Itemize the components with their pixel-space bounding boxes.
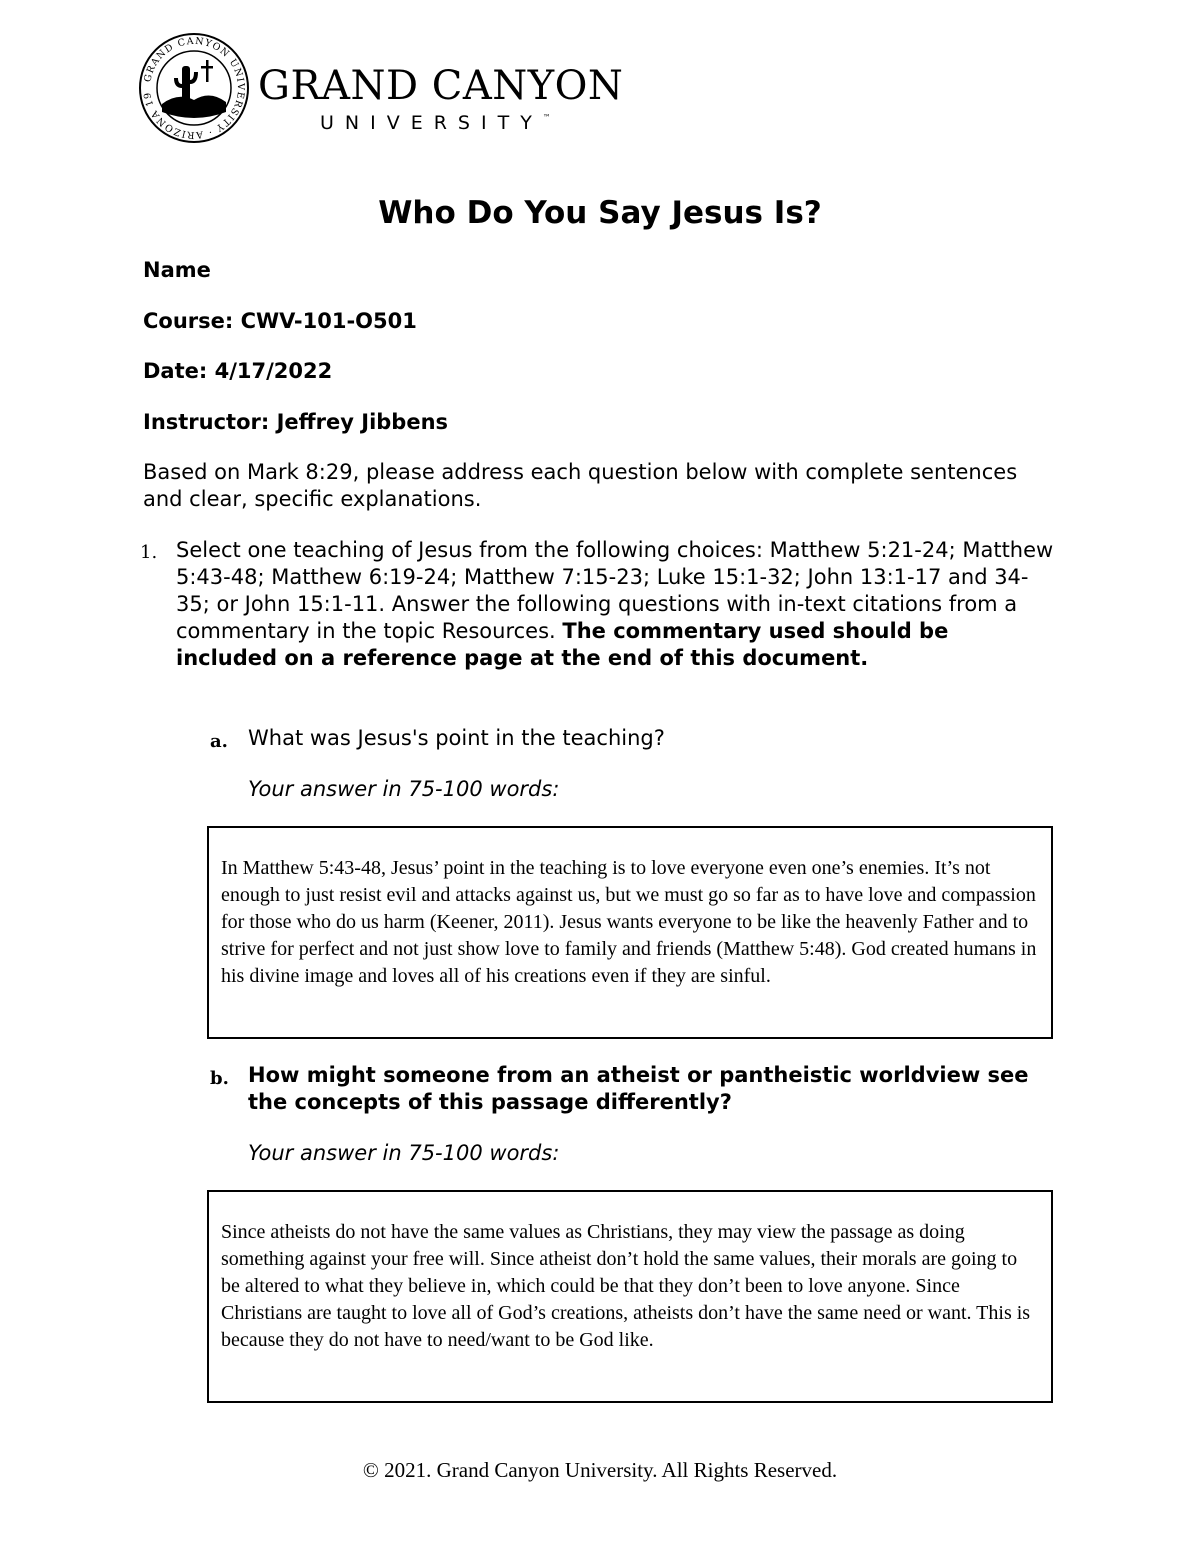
seal-text: GRAND CANYON UNIVERSITY · ARIZONA 19 <box>142 35 247 141</box>
question-text <box>176 537 1056 672</box>
name-field: Name <box>143 258 211 282</box>
copyright-footer: © 2021. Grand Canyon University. All Rights Reserved. <box>362 1458 838 1482</box>
course-field: Course: CWV-101-O501 <box>143 309 417 333</box>
answer-a-box[interactable]: In Matthew 5:43-48, Jesus’ point in the teaching is to love everyone even one’s enemies. It’s not enough to just resist evil and attacks against us, but we must go so far as to have love and compassion for those who do us harm (Keener, 2011). Jesus wants everyone to be like the heavenly Father and to strive for perfect and not just show love to family and friends (Matthew 5:48). God created humans in his divine image and loves all of his creations even if they are sinful. <box>207 826 1053 1039</box>
subquestion-a-letter: a. <box>210 731 228 752</box>
logo-wordmark: GRAND CANYON <box>258 63 624 109</box>
instructor-field: Instructor: Jeffrey Jibbens <box>143 410 449 434</box>
document-title: Who Do You Say Jesus Is? <box>378 195 822 231</box>
question-number: 1. <box>140 542 158 563</box>
trademark-mark: ™ <box>542 113 551 122</box>
subquestion-b-letter: b. <box>210 1068 229 1089</box>
subquestion-b-text: How might someone from an atheist or pantheistic worldview see the concepts of this passage differently? <box>248 1063 1029 1114</box>
instructions-paragraph: Based on Mark 8:29, please address each question below with complete sentences and clear, specific explanations. <box>143 460 1018 511</box>
university-seal-logo <box>138 32 250 144</box>
question-requirement: The commentary used should be included on a reference page at the end of this document. <box>176 619 949 670</box>
logo-subtitle: UNIVERSITY™ <box>320 112 551 134</box>
answer-b-box[interactable]: Since atheists do not have the same values as Christians, they may view the passage as doing something against your free will. Since atheist don’t hold the same values, their morals are going to be altered to what they believe in, which could be that they don’t been to love anyone. Since Christians are taught to love all of God’s creations, atheists don’t have the same need or want. This is because they do not have to need/want to be God like. <box>207 1190 1053 1403</box>
answer-b-label: Your answer in 75-100 words: <box>248 1141 560 1165</box>
question-prompt: Select one teaching of Jesus from the following choices: Matthew 5:21-24; Matthew 5:43-48; Matthew 6:19-24; Matthew 7:15-23; Luke 15:1-32; John 13:1-17 and 34-35; or John 15:1-11. Answer the following questions with in-text citations from a commentary in the topic Resources. <box>176 538 1054 643</box>
answer-a-label: Your answer in 75-100 words: <box>248 777 560 801</box>
subquestion-a-text: What was Jesus's point in the teaching? <box>248 726 665 750</box>
date-field: Date: 4/17/2022 <box>143 359 333 383</box>
